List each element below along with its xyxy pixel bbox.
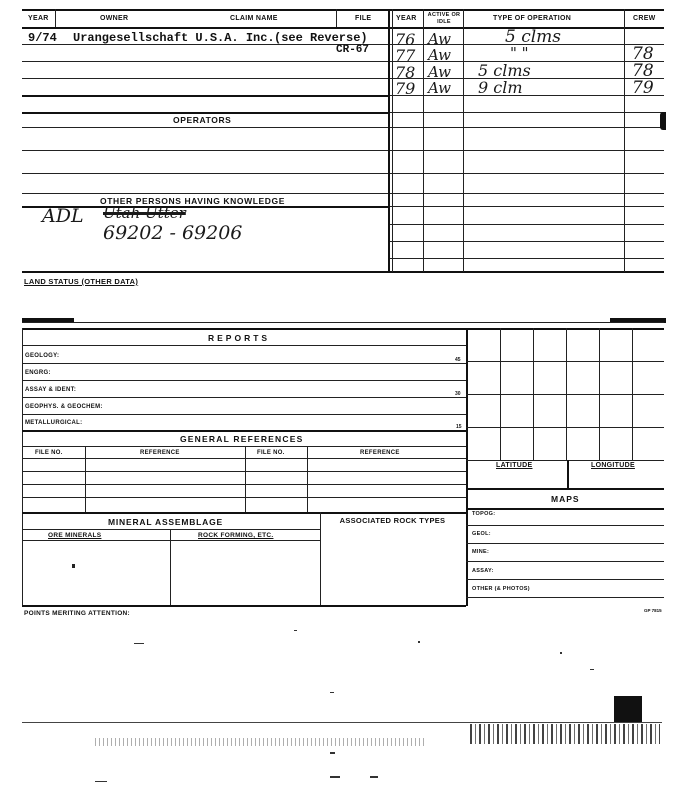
reports-title: REPORTS <box>208 333 271 343</box>
report-num-metallurgical: 15 <box>456 424 462 430</box>
op-type-3: 5 clms <box>478 61 531 80</box>
longitude-label: LONGITUDE <box>591 462 635 469</box>
land-status-label: LAND STATUS (OTHER DATA) <box>24 277 139 286</box>
knowledge-struck-text: Utah Utter <box>103 204 186 222</box>
mineral-ore-minerals: ORE MINERALS <box>48 532 102 539</box>
op-crew-2: 78 <box>632 44 654 64</box>
mineral-rock-forming: ROCK FORMING, ETC. <box>198 532 274 539</box>
form-number: GP 7815 <box>644 608 662 613</box>
mineral-title: MINERAL ASSEMBLAGE <box>108 517 223 527</box>
ore-dot <box>72 564 75 568</box>
op-status-4: Aw <box>428 79 451 97</box>
header-year-2: YEAR <box>396 15 417 22</box>
entry-note: (see Reverse) <box>274 31 368 45</box>
report-label-assay: ASSAY & IDENT: <box>25 387 77 393</box>
header-year: YEAR <box>28 15 49 22</box>
op-status-1: Aw <box>428 30 451 48</box>
header-type-of-operation: TYPE OF OPERATION <box>493 15 572 22</box>
op-type-4: 9 clm <box>478 78 523 97</box>
entry-owner: Urangesellschaft U.S.A. Inc. <box>73 31 275 45</box>
header-owner: OWNER <box>100 15 129 22</box>
knowledge-range: 69202 - 69206 <box>103 222 243 244</box>
op-status-3: Aw <box>428 63 451 81</box>
report-label-engrg: ENGRG: <box>25 370 51 376</box>
edge-tab-mark <box>660 112 666 130</box>
header-crew: CREW <box>633 15 656 22</box>
entry-date: 9/74 <box>28 31 57 45</box>
maps-row-geol: GEOL: <box>472 531 491 537</box>
refs-col-reference-1: REFERENCE <box>140 450 180 456</box>
general-refs-title: GENERAL REFERENCES <box>180 434 304 444</box>
mineral-assoc-rock-types: ASSOCIATED ROCK TYPES <box>339 516 446 525</box>
report-num-geology: 45 <box>455 357 461 363</box>
report-label-metallurgical: METALLURGICAL: <box>25 420 83 426</box>
report-label-geology: GEOLOGY: <box>25 353 60 359</box>
op-type-2: " " <box>510 44 529 62</box>
other-persons-title: OTHER PERSONS HAVING KNOWLEDGE <box>100 196 286 206</box>
knowledge-initials: ADL <box>42 205 84 227</box>
op-crew-3: 78 <box>632 61 654 81</box>
header-active-or-idle: ACTIVE OR IDLE <box>427 12 461 25</box>
header-claim-name: CLAIM NAME <box>230 15 278 22</box>
op-year-3: 78 <box>395 63 416 82</box>
operators-title: OPERATORS <box>173 115 232 125</box>
maps-row-assay: ASSAY: <box>472 568 494 574</box>
refs-col-reference-2: REFERENCE <box>360 450 400 456</box>
latitude-label: LATITUDE <box>496 462 533 469</box>
maps-title: MAPS <box>551 494 580 504</box>
refs-col-file-no-1: FILE NO. <box>35 450 63 456</box>
op-year-2: 77 <box>395 46 416 65</box>
op-crew-4: 79 <box>632 78 654 98</box>
points-meriting-attention: POINTS MERITING ATTENTION: <box>24 610 131 617</box>
op-year-1: 76 <box>395 30 416 49</box>
report-num-assay: 30 <box>455 391 461 397</box>
header-file: FILE <box>355 15 372 22</box>
scan-black-square <box>614 696 642 722</box>
refs-col-file-no-2: FILE NO. <box>257 450 285 456</box>
op-type-1: 5 clms <box>505 27 562 47</box>
entry-file-no: CR-67 <box>336 44 370 56</box>
report-label-geophys: GEOPHYS. & GEOCHEM: <box>25 404 103 410</box>
maps-row-mine: MINE: <box>472 549 490 555</box>
op-year-4: 79 <box>395 79 416 98</box>
op-status-2: Aw <box>428 46 451 64</box>
maps-row-topog: TOPOG: <box>472 511 496 517</box>
maps-row-other: OTHER (& PHOTOS) <box>472 586 530 592</box>
